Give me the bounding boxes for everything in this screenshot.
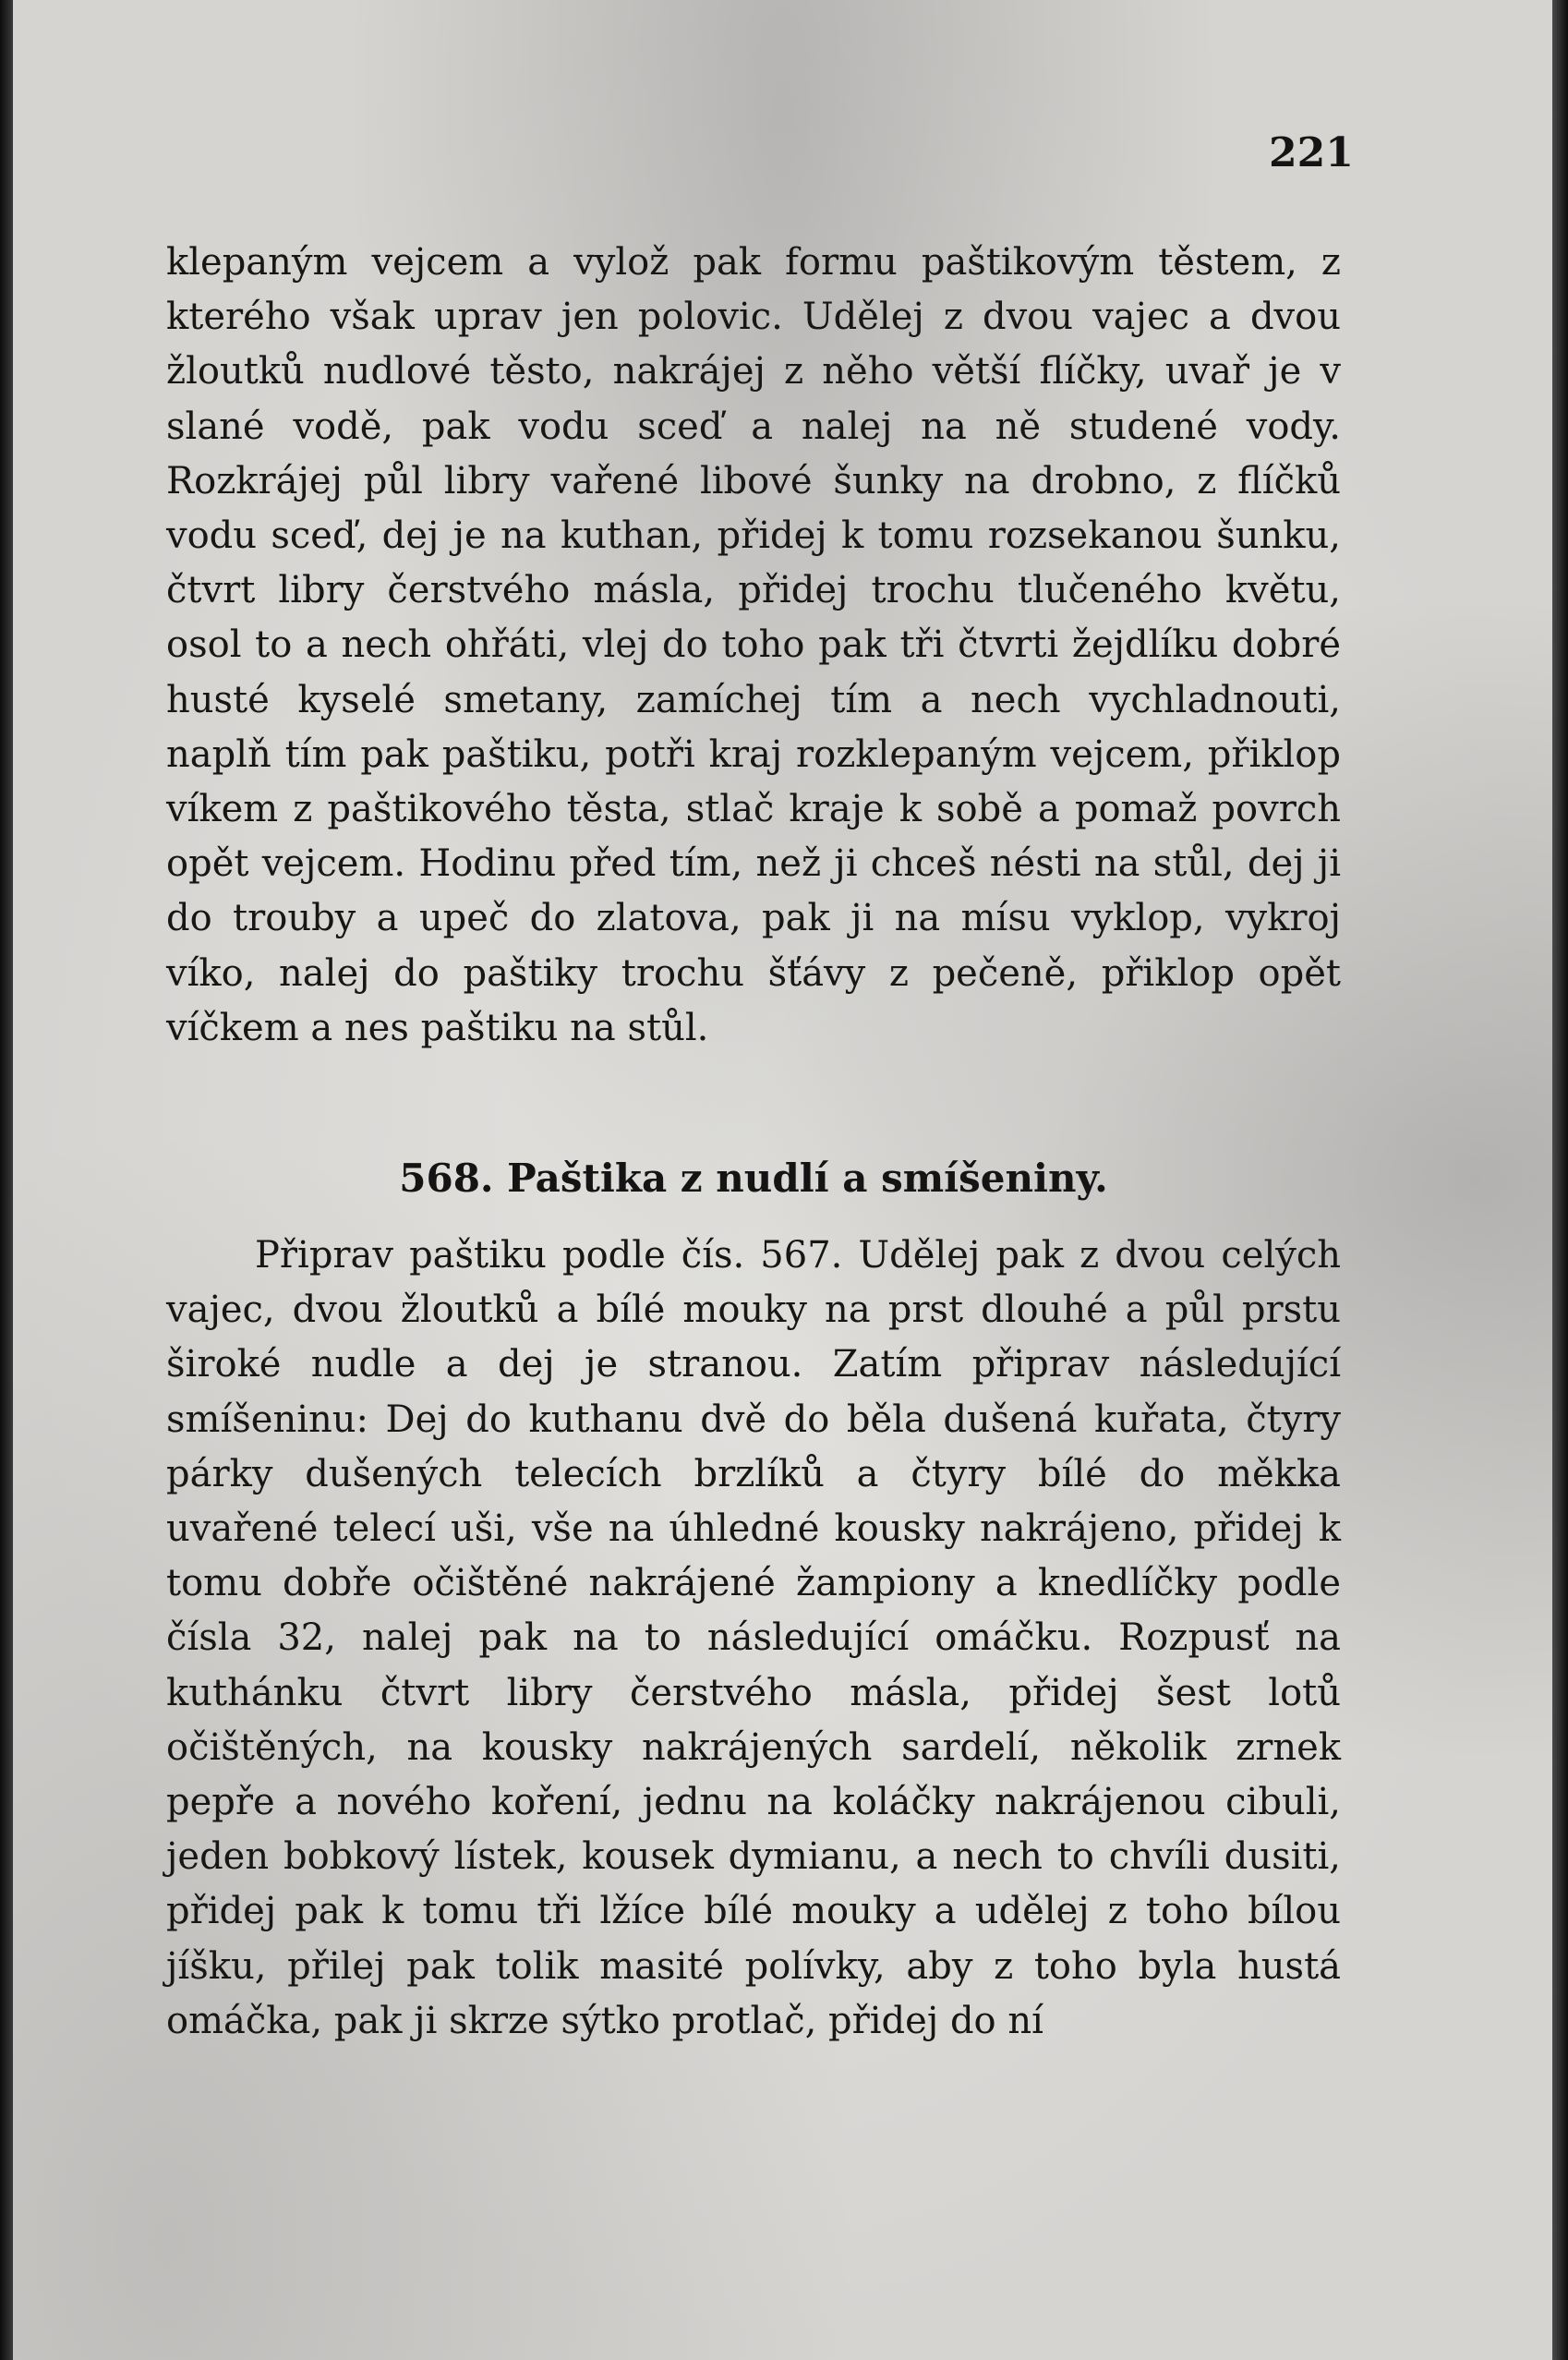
page-number: 221 (1269, 129, 1354, 176)
paragraph-continued: klepaným vejcem a vylož pak formu paštikovým těstem, z kterého však uprav jen polovic. Udělej z dvou vajec a dvou žloutků nudlové těsto, nakrájej z něho větší flíčky, uvař je v slané vodě, pak vodu sceď a nalej na ně studené vody. Rozkrájej půl libry vařené libové šunky na drobno, z flíčků vodu sceď, dej je na kuthan, přidej k tomu rozsekanou šunku, čtvrt libry čerstvého másla, přidej trochu tlučeného květu, osol to a nech ohřáti, vlej do toho pak tři čtvrti žejdlíku dobré husté kyselé smetany, zamíchej tím a nech vychladnouti, naplň tím pak paštiku, potři kraj rozklepaným vejcem, přiklop víkem z paštikového těsta, stlač kraje k sobě a pomaž povrch opět vejcem. Hodinu před tím, než ji chceš nésti na stůl, dej ji do trouby a upeč do zlatova, pak ji na mísu vyklop, vykroj víko, nalej do paštiky trochu šťávy z pečeně, přiklop opět víčkem a nes paštiku na stůl. (166, 241, 1341, 1049)
book-page (13, 0, 1552, 2360)
scan-left-edge (0, 0, 13, 2360)
scan-right-edge (1552, 0, 1568, 2360)
recipe-paragraph: Připrav paštiku podle čís. 567. Udělej pak z dvou celých vajec, dvou žloutků a bílé mouky na prst dlouhé a půl prstu široké nudle a dej je stranou. Zatím připrav následující smíšeninu: Dej do kuthanu dvě do běla dušená kuřata, čtyry párky dušených telecích brzlíků a čtyry bílé do měkka uvařené telecí uši, vše na úhledné kousky nakrájeno, přidej k tomu dobře očištěné nakrájené žampiony a knedlíčky podle čísla 32, nalej pak na to následující omáčku. Rozpusť na kuthánku čtvrt libry čerstvého másla, přidej šest lotů očištěných, na kousky nakrájených sardelí, několik zrnek pepře a nového koření, jednu na koláčky nakrájenou cibuli, jeden bobkový lístek, kousek dymianu, a nech to chvíli dusiti, přidej pak k tomu tři lžíce bílé mouky a udělej z toho bílou jíšku, přilej pak tolik masité polívky, aby z toho byla hustá omáčka, pak ji skrze sýtko protlač, přidej do ní (166, 1234, 1341, 2042)
recipe-heading: 568. Paštika z nudlí a smíšeniny. (399, 1156, 1108, 1201)
